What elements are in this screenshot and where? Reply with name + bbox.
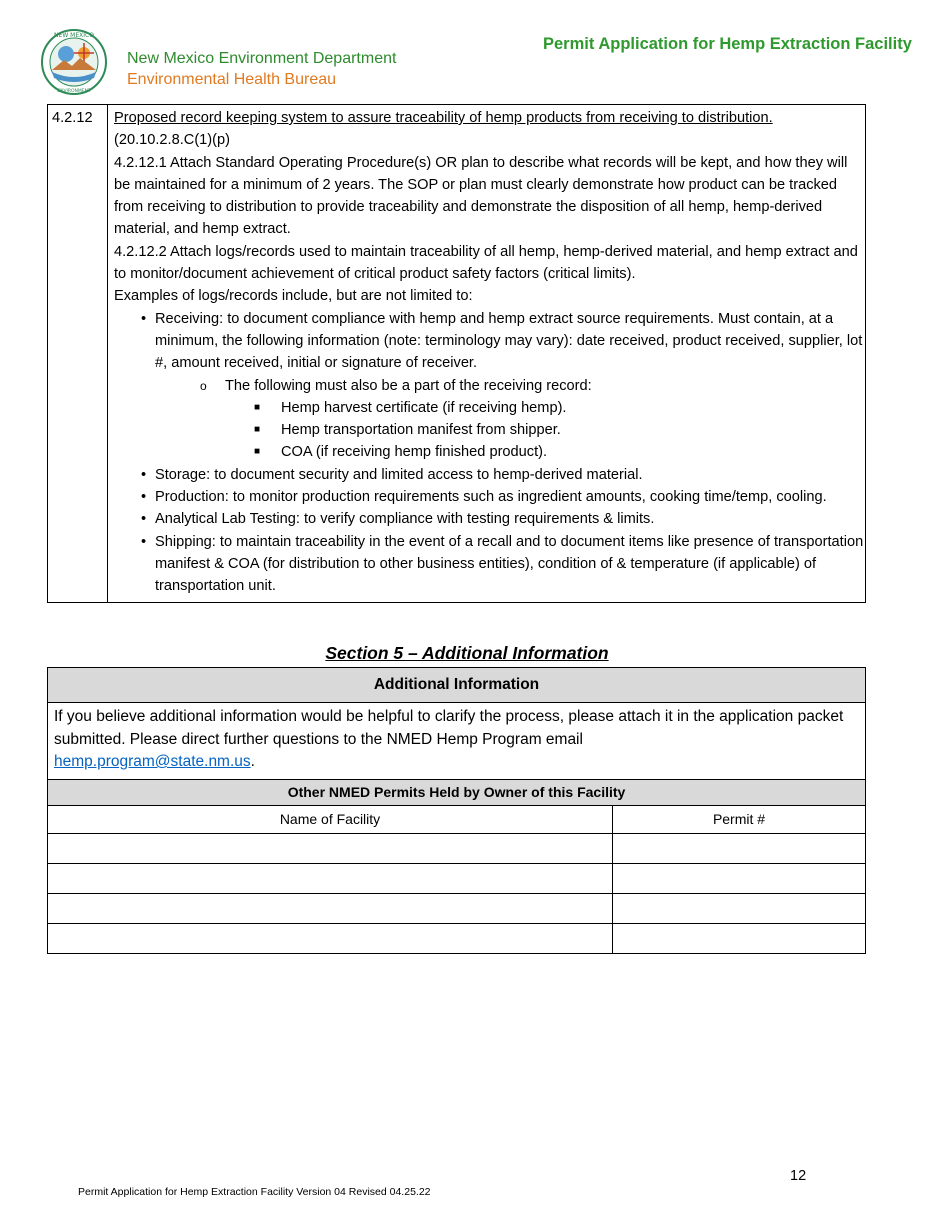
facility-name-cell[interactable] <box>48 863 613 893</box>
receiving-item: COA (if receiving hemp finished product). <box>281 444 548 461</box>
table-row <box>48 805 866 833</box>
period: . <box>250 753 255 770</box>
item-number: 4.2.12 <box>48 105 108 603</box>
examples-list <box>114 308 865 375</box>
permit-number-cell[interactable] <box>613 923 866 953</box>
column-header-facility: Name of Facility <box>48 805 613 833</box>
additional-info-header: Additional Information <box>48 668 866 703</box>
info-paragraph: If you believe additional information would be helpful to clarify the process, please attach it in the application packet submitted. Please direct further questions to the NMED Hemp Program email <box>54 708 844 748</box>
table-row <box>48 923 866 953</box>
receiving-item: Hemp harvest certificate (if receiving hemp). <box>281 399 567 416</box>
table-row <box>48 703 866 780</box>
svg-text:NEW MEXICO: NEW MEXICO <box>54 32 94 39</box>
hemp-program-email-link[interactable]: hemp.program@state.nm.us <box>54 753 251 770</box>
examples-intro: Examples of logs/records include, but are not limited to: <box>114 288 473 305</box>
svg-text:ENVIRONMENT: ENVIRONMENT <box>57 89 91 94</box>
department-line1: New Mexico Environment Department <box>127 50 397 67</box>
examples-list-continued <box>114 464 865 598</box>
page-footer: Permit Application for Hemp Extraction Facility Version 04 Revised 04.25.22 <box>78 1186 431 1198</box>
permit-number-cell[interactable] <box>613 863 866 893</box>
facility-name-cell[interactable] <box>48 893 613 923</box>
list-item <box>114 419 865 441</box>
table-row <box>48 893 866 923</box>
shipping-text: Shipping: to maintain traceability in the event of a recall and to document items like presence of transportation manifest & COA (for distribution to other business entities), condition of & temperature (if applicable) of transportation unit. <box>155 533 864 595</box>
receiving-item: Hemp transportation manifest from shipper. <box>281 422 561 439</box>
bullet-icon: • <box>141 466 147 483</box>
column-header-permit: Permit # <box>613 805 866 833</box>
table-row <box>48 668 866 703</box>
facility-name-cell[interactable] <box>48 833 613 863</box>
bureau-line: Environmental Health Bureau <box>127 71 337 88</box>
circle-bullet-icon: o <box>200 378 207 393</box>
paragraph-4-2-12-1: 4.2.12.1 Attach Standard Operating Procedure(s) OR plan to describe what records will be kept, and how they will be maintained for a minimum of 2 years. The SOP or plan must clearly demonstrate how product can be tracked from receiving to distribution to provide traceability and demonstrate the disposition of all hemp, hemp-derived material, and hemp extract. <box>114 154 848 238</box>
item-citation: (20.10.2.8.C(1)(p) <box>114 132 230 149</box>
table-row <box>48 833 866 863</box>
square-bullet-icon: ■ <box>254 446 261 458</box>
bullet-icon: • <box>141 533 147 550</box>
table-row <box>48 863 866 893</box>
item-content <box>108 105 866 603</box>
bullet-icon: • <box>141 489 147 506</box>
recordkeeping-table <box>47 104 866 603</box>
receiving-sub-text: The following must also be a part of the receiving record: <box>225 377 592 394</box>
list-item <box>114 375 865 397</box>
table-row <box>48 105 866 603</box>
page-number: 12 <box>790 1168 807 1184</box>
production-text: Production: to monitor production requirements such as ingredient amounts, cooking time/temp, cooling. <box>155 489 827 506</box>
list-item-shipping <box>114 531 865 598</box>
nm-environment-department-seal-icon <box>40 28 108 96</box>
paragraph-4-2-12-2: 4.2.12.2 Attach logs/records used to maintain traceability of all hemp, hemp-derived material, and hemp extract and to monitor/document achievement of critical product safety factors (critical limits). <box>114 243 858 283</box>
additional-information-table <box>47 667 866 954</box>
lab-testing-text: Analytical Lab Testing: to verify compliance with testing requirements & limits. <box>155 511 655 528</box>
section-5-title: Section 5 – Additional Information <box>325 643 609 663</box>
list-item <box>114 441 865 463</box>
document-title: Permit Application for Hemp Extraction Facility <box>543 35 912 53</box>
receiving-sublist <box>114 375 865 397</box>
bullet-icon: • <box>141 310 147 327</box>
bullet-icon: • <box>141 511 147 528</box>
table-row <box>48 779 866 805</box>
receiving-text: Receiving: to document compliance with hemp and hemp extract source requirements. Must contain, at a minimum, the following information (note: terminology may vary): date received, product received, supplier, lot #, amount received, initial or signature of receiver. <box>155 310 863 372</box>
item-title: Proposed record keeping system to assure traceability of hemp products from receiving to distribution. <box>114 110 773 126</box>
square-bullet-icon: ■ <box>254 424 261 436</box>
list-item <box>114 397 865 419</box>
permit-number-cell[interactable] <box>613 833 866 863</box>
list-item-lab-testing <box>114 508 865 530</box>
facility-name-cell[interactable] <box>48 923 613 953</box>
list-item-storage <box>114 464 865 486</box>
additional-info-text <box>48 703 866 780</box>
receiving-records-list <box>114 397 865 464</box>
storage-text: Storage: to document security and limited access to hemp-derived material. <box>155 466 643 483</box>
list-item-receiving <box>114 308 865 375</box>
square-bullet-icon: ■ <box>254 401 261 413</box>
department-name <box>127 48 396 90</box>
permit-number-cell[interactable] <box>613 893 866 923</box>
permits-header: Other NMED Permits Held by Owner of this Facility <box>48 779 866 805</box>
list-item-production <box>114 486 865 508</box>
